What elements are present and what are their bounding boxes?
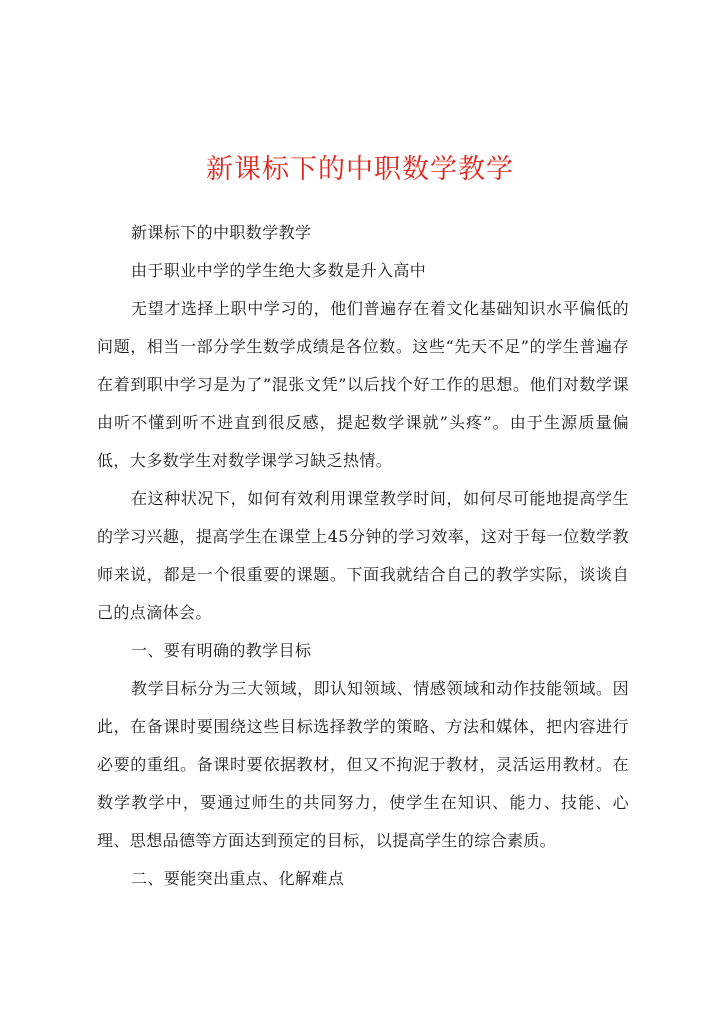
document-title: 新课标下的中职数学教学	[206, 154, 514, 185]
paragraph-subtitle: 新课标下的中职数学教学	[131, 223, 312, 242]
document-body	[97, 214, 629, 898]
paragraph-classroom-efficiency: 在这种状况下，如何有效利用课堂教学时间，如何尽可能地提高学生的学习兴趣，提高学生在课堂上45分钟的学习效率，这对于每一位数学教师来说，都是一个很重要的课题。下面我就结合自己的教学实际，谈谈自己的点滴体会。	[97, 489, 629, 622]
paragraph-intro: 由于职业中学的学生绝大多数是升入高中	[131, 261, 427, 280]
paragraph-teaching-goals: 教学目标分为三大领域，即认知领域、情感领域和动作技能领域。因此，在备课时要围绕这些目标选择教学的策略、方法和媒体，把内容进行必要的重组。备课时要依据教材，但又不拘泥于教材，灵活运用教材。在数学教学中，要通过师生的共同努力，使学生在知识、能力、技能、心理、思想品德等方面达到预定的目标，以提高学生的综合素质。	[97, 679, 629, 850]
section-heading-key-points: 二、要能突出重点、化解难点	[131, 869, 345, 888]
section-heading-teaching-goals: 一、要有明确的教学目标	[131, 641, 312, 660]
paragraph-student-situation: 无望才选择上职中学习的，他们普遍存在着文化基础知识水平偏低的问题，相当一部分学生数学成绩是各位数。这些“先天不足”的学生普遍存在着到职中学习是为了”混张文凭”以后找个好工作的思想。他们对数学课由听不懂到听不进直到很反感，提起数学课就”头疼”。由于生源质量偏低，大多数学生对数学课学习缺乏热情。	[97, 299, 629, 470]
